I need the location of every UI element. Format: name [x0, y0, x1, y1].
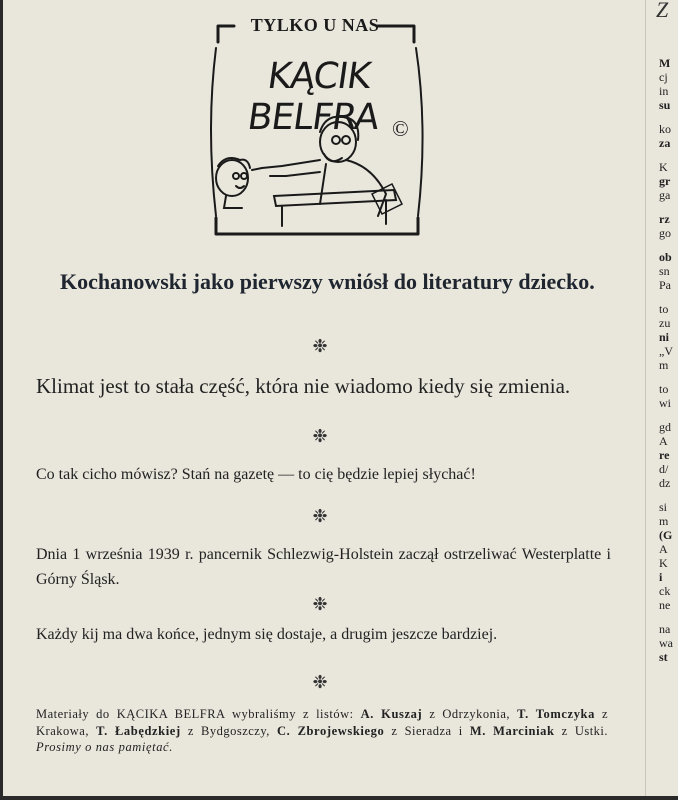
logo-banner-text: TYLKO U NAS — [250, 15, 380, 35]
fragment-line: A — [659, 542, 668, 556]
fragment-line: A — [659, 434, 668, 448]
fragment-line: ga — [659, 188, 671, 202]
sender-name: A. Kuszaj — [360, 707, 423, 721]
fragment-line: i — [659, 570, 663, 584]
fragment-line — [659, 410, 678, 420]
logo-title-text: KĄCIK BELFRA — [245, 56, 382, 138]
adjacent-column-header-fragment: Z — [656, 0, 669, 20]
fragment-line: si — [659, 500, 668, 514]
fragment-line: d/ — [659, 462, 669, 476]
joke-paragraph: Dnia 1 września 1939 r. pancernik Schlezwig-Holstein zaczął ostrzeliwać Westerplatte i Górny Śląsk. — [36, 546, 611, 588]
joke-paragraph: Co tak cicho mówisz? Stań na gazetę — to cię będzie lepiej słychać! — [36, 466, 476, 483]
fragment-line: go — [659, 226, 671, 240]
fragment-line — [659, 490, 678, 500]
fragment-line: na — [659, 622, 671, 636]
sender-place: z Sieradza — [391, 723, 452, 738]
column-divider — [645, 0, 646, 800]
sender-place: z Bydgoszczy, — [187, 723, 270, 738]
headline: Kochanowski jako pierwszy wniósł do literatury dziecko. — [60, 269, 595, 294]
fragment-line — [659, 612, 678, 622]
adjacent-column-fragment — [659, 56, 678, 664]
fragment-line: sn — [659, 264, 670, 278]
fragment-line: za — [659, 136, 671, 150]
fragment-line: K — [659, 160, 668, 174]
fragment-line — [659, 292, 678, 302]
credits-conjunction: i — [458, 723, 463, 738]
fragment-line: m — [659, 358, 669, 372]
fragment-line: m — [659, 514, 669, 528]
fragment-line: re — [659, 448, 670, 462]
fragment-line: M — [659, 56, 671, 70]
sender-place: z Ustki. — [561, 723, 609, 738]
fragment-line — [659, 202, 678, 212]
sender-name: M. Marciniak — [469, 723, 555, 738]
fragment-line: in — [659, 84, 669, 98]
fragment-line: rz — [659, 212, 670, 226]
copyright-mark: © — [392, 116, 409, 141]
fragment-line — [659, 240, 678, 250]
fragment-line: dz — [659, 476, 671, 490]
fragment-line: K — [659, 556, 668, 570]
separator-asterisk: ❉ — [312, 336, 328, 356]
fragment-line: ne — [659, 598, 671, 612]
sender-name: T. Tomczyka — [517, 707, 595, 721]
page-edge-rule — [0, 0, 3, 800]
fragment-line: to — [659, 382, 669, 396]
fragment-line: ko — [659, 122, 671, 136]
fragment-line — [659, 150, 678, 160]
fragment-line: ob — [659, 250, 672, 264]
sender-place: z Odrzykonia, — [429, 707, 511, 721]
fragment-line: gd — [659, 420, 671, 434]
fragment-line: to — [659, 302, 669, 316]
fragment-line — [659, 372, 678, 382]
credits-note — [36, 706, 608, 756]
sender-name: T. Łabędzkiej — [96, 723, 181, 738]
fragment-line: wa — [659, 636, 673, 650]
fragment-line: st — [659, 650, 668, 664]
credits-lead: Materiały do — [36, 707, 110, 721]
fragment-line: wi — [659, 396, 671, 410]
separator-asterisk: ❉ — [312, 426, 328, 446]
fragment-line: ck — [659, 584, 671, 598]
credits-column-name: KĄCIKA BELFRA — [116, 707, 225, 721]
fragment-line: zu — [659, 316, 671, 330]
fragment-line: (G — [659, 528, 673, 542]
separator-asterisk: ❉ — [312, 594, 328, 614]
separator-asterisk: ❉ — [312, 672, 328, 692]
page-bottom-rule — [0, 796, 678, 800]
sender-place: z Krakowa, — [36, 707, 609, 738]
fragment-line: gr — [659, 174, 671, 188]
separator-asterisk: ❉ — [312, 506, 328, 526]
joke-paragraph: Każdy kij ma dwa końce, jednym się dostaje, a drugim jeszcze bardziej. — [36, 626, 498, 643]
fragment-line: ni — [659, 330, 670, 344]
credits-mid: wybraliśmy z listów: — [231, 707, 354, 721]
fragment-line: Pa — [659, 278, 671, 292]
fragment-line: „V — [659, 344, 673, 358]
sender-name: C. Zbrojewskiego — [277, 723, 385, 738]
fragment-line: cj — [659, 70, 668, 84]
joke-paragraph: Klimat jest to stała część, która nie wiadomo kiedy się zmienia. — [36, 374, 571, 398]
fragment-line: su — [659, 98, 671, 112]
fragment-line — [659, 112, 678, 122]
credits-closing: Prosimy o nas pamiętać. — [36, 740, 173, 754]
